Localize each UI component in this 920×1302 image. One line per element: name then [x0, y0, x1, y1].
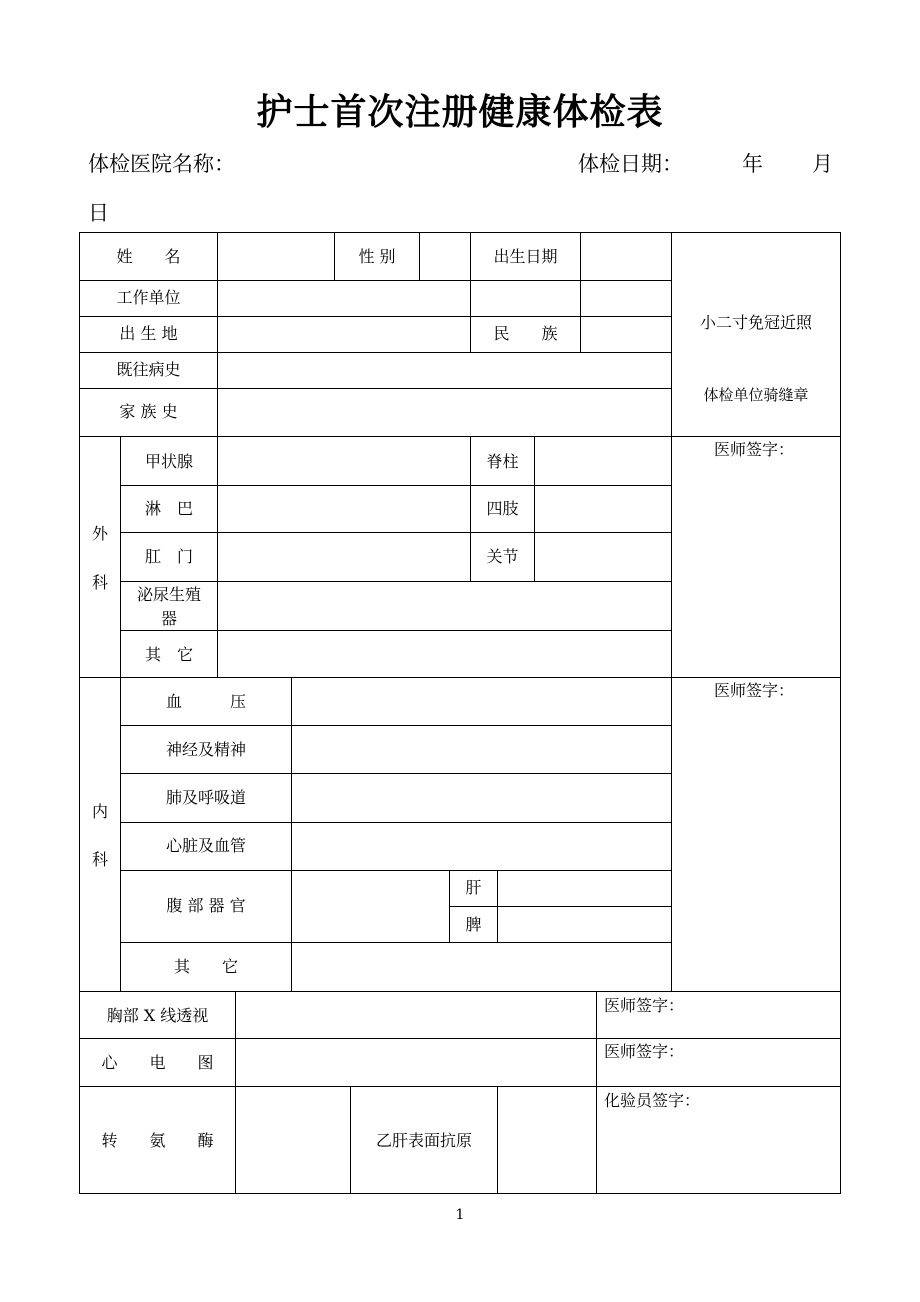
photo-note: 小二寸免冠近照 — [699, 313, 812, 332]
neuro-label: 神经及精神 — [165, 740, 246, 759]
grid-line — [120, 485, 672, 486]
heart-label: 心脏及血管 — [165, 836, 246, 855]
table-border-top — [79, 232, 841, 233]
name-label: 姓 名 — [116, 247, 181, 266]
birthplace-label: 出 生 地 — [119, 324, 178, 343]
alt-label: 转 氨 酶 — [101, 1131, 214, 1150]
grid-line — [449, 906, 672, 907]
grid-line — [596, 991, 597, 1193]
seal-note: 体检单位骑缝章 — [703, 386, 809, 404]
grid-line — [79, 1038, 841, 1039]
grid-line — [217, 436, 218, 677]
grid-line — [497, 1086, 498, 1193]
grid-line — [120, 942, 672, 943]
month-label: 月 — [812, 152, 833, 176]
abdomen-label: 腹 部 器 官 — [166, 896, 246, 915]
past-history-label: 既往病史 — [116, 360, 181, 379]
spine-label: 脊柱 — [486, 452, 519, 471]
grid-line — [79, 436, 841, 437]
grid-line — [217, 232, 218, 436]
grid-line — [120, 630, 672, 631]
grid-line — [79, 316, 672, 317]
family-history-label: 家 族 史 — [119, 402, 178, 421]
surgery-other-label: 其 它 — [144, 645, 193, 664]
exam-date-label: 体检日期： — [578, 152, 683, 176]
ecg-label: 心 电 图 — [101, 1053, 214, 1072]
grid-line — [120, 773, 672, 774]
hbsag-label: 乙肝表面抗原 — [375, 1131, 472, 1150]
table-border-right — [840, 232, 841, 1194]
grid-line — [79, 991, 841, 992]
grid-line — [419, 232, 420, 280]
grid-line — [580, 232, 581, 352]
grid-line — [497, 870, 498, 942]
grid-line — [79, 388, 672, 389]
surgery-section-char-1: 外 — [91, 524, 108, 543]
grid-line — [79, 280, 672, 281]
surgery-section-char-2: 科 — [91, 573, 108, 592]
grid-line — [120, 822, 672, 823]
grid-line — [120, 581, 672, 582]
lung-label: 肺及呼吸道 — [165, 788, 246, 807]
xray-label: 胸部 X 线透视 — [106, 1006, 209, 1025]
internal-section-char-2: 科 — [91, 850, 108, 869]
page-title: 护士首次注册健康体检表 — [256, 91, 664, 133]
lab-technician-signature: 化验员签字： — [604, 1091, 701, 1110]
grid-line — [534, 436, 535, 581]
internal-doctor-signature: 医师签字： — [714, 681, 795, 700]
grid-line — [79, 1086, 841, 1087]
liver-label: 肝 — [465, 878, 482, 897]
blood-pressure-label: 血 压 — [165, 692, 246, 711]
internal-section-char-1: 内 — [91, 802, 108, 821]
grid-line — [120, 725, 672, 726]
anus-label: 肛 门 — [144, 547, 193, 566]
grid-line — [120, 532, 672, 533]
urogenital-label-line2: 器 — [160, 609, 177, 628]
xray-doctor-signature: 医师签字： — [604, 996, 685, 1015]
grid-line — [79, 677, 841, 678]
ethnicity-label: 民 族 — [493, 324, 558, 343]
ecg-doctor-signature: 医师签字： — [604, 1042, 685, 1061]
spleen-label: 脾 — [465, 915, 482, 934]
surgery-doctor-signature: 医师签字： — [714, 440, 795, 459]
year-label: 年 — [742, 152, 763, 176]
birth-date-label: 出生日期 — [493, 247, 558, 266]
hospital-name-label: 体检医院名称： — [88, 152, 235, 176]
lymph-label: 淋 巴 — [144, 499, 193, 518]
grid-line — [671, 232, 672, 677]
limbs-label: 四肢 — [486, 499, 519, 518]
work-unit-label: 工作单位 — [116, 288, 181, 307]
grid-line — [79, 352, 672, 353]
thyroid-label: 甲状腺 — [144, 452, 193, 471]
day-label: 日 — [88, 201, 109, 225]
joints-label: 关节 — [486, 547, 519, 566]
urogenital-label-line1: 泌尿生殖 — [136, 585, 201, 604]
internal-other-label: 其 它 — [173, 957, 238, 976]
page-number: 1 — [455, 1207, 465, 1223]
gender-label: 性 别 — [358, 247, 396, 266]
table-border-bottom — [79, 1193, 841, 1194]
grid-line — [120, 870, 672, 871]
grid-line — [235, 991, 236, 1193]
